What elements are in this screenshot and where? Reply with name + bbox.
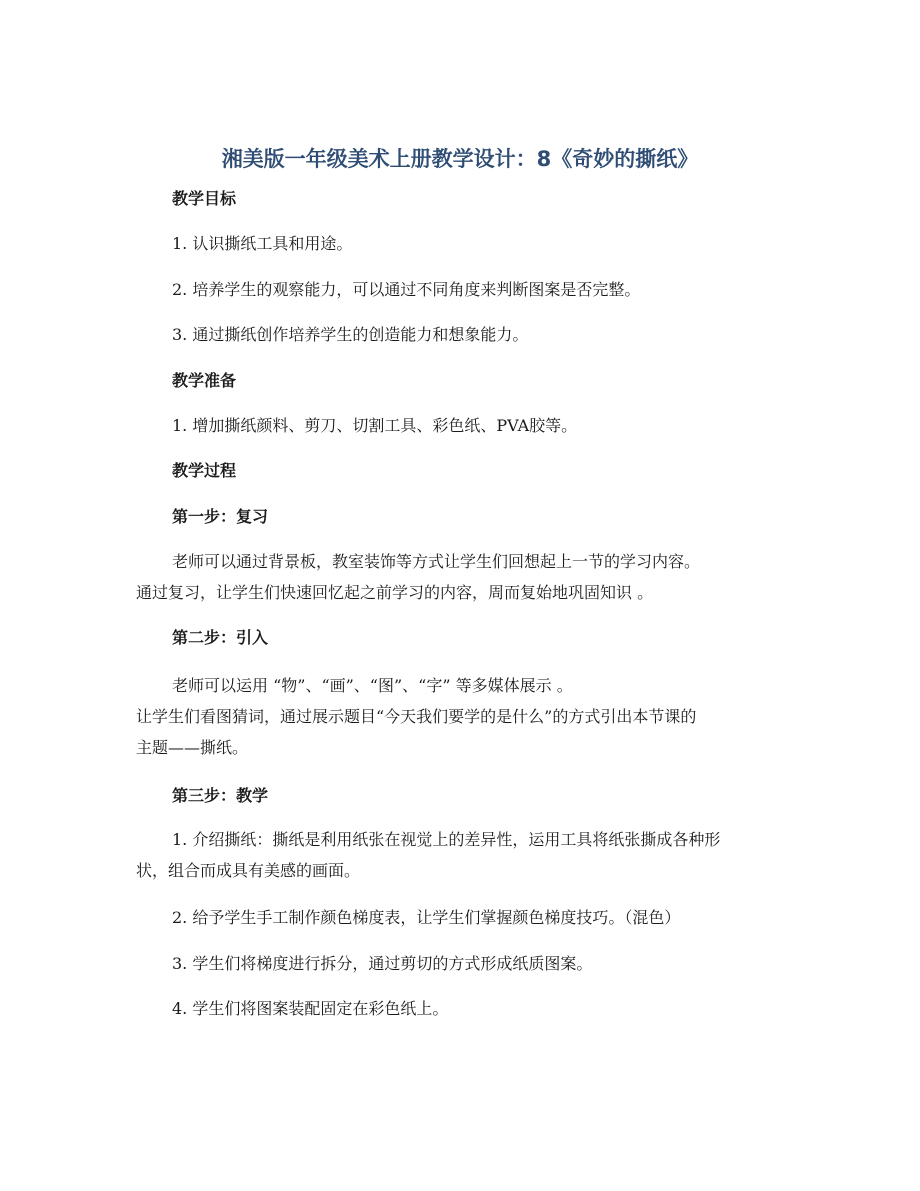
goal-item-2: 2. 培养学生的观察能力，可以通过不同角度来判断图案是否完整。 — [172, 280, 641, 299]
step3-item-1-line-2: 状，组合而成具有美感的画面。 — [136, 861, 361, 880]
goal-item-1: 1. 认识撕纸工具和用途。 — [172, 234, 353, 253]
step3-item-3: 3. 学生们将梯度进行拆分，通过剪切的方式形成纸质图案。 — [172, 954, 593, 973]
heading-process: 教学过程 — [172, 461, 237, 480]
step3-item-1-line-1: 1. 介绍撕纸：撕纸是利用纸张在视觉上的差异性，运用工具将纸张撕成各种形 — [172, 830, 721, 849]
step1-line-2: 通过复习，让学生们快速回忆起之前学习的内容，周而复始地巩固知识 。 — [136, 583, 654, 602]
step1-line-1: 老师可以通过背景板，教室装饰等方式让学生们回想起上一节的学习内容。 — [172, 552, 701, 571]
step2-line-2: 让学生们看图猜词，通过展示题目“今天我们要学的是什么”的方式引出本节课的 — [136, 707, 697, 726]
step3-item-4: 4. 学生们将图案装配固定在彩色纸上。 — [172, 999, 449, 1018]
step3-item-2: 2. 给予学生手工制作颜色梯度表，让学生们掌握颜色梯度技巧。（混色） — [172, 908, 681, 927]
heading-step1: 第一步：复习 — [172, 507, 269, 526]
heading-goals: 教学目标 — [172, 189, 237, 208]
prep-item-1: 1. 增加撕纸颜料、剪刀、切割工具、彩色纸、PVA胶等。 — [172, 416, 578, 435]
step2-line-1: 老师可以运用 “物”、“画”、“图”、“字” 等多媒体展示 。 — [172, 676, 573, 695]
document-title: 湘美版一年级美术上册教学设计：8《奇妙的撕纸》 — [221, 147, 699, 171]
goal-item-3: 3. 通过撕纸创作培养学生的创造能力和想象能力。 — [172, 325, 529, 344]
step2-paragraph — [136, 670, 796, 763]
step3-item-1 — [136, 824, 796, 886]
step2-line-3: 主题——撕纸。 — [136, 738, 249, 757]
step1-paragraph — [136, 546, 796, 608]
heading-step3: 第三步：教学 — [172, 786, 269, 805]
heading-prep: 教学准备 — [172, 371, 237, 390]
heading-step2: 第二步：引入 — [172, 628, 269, 647]
